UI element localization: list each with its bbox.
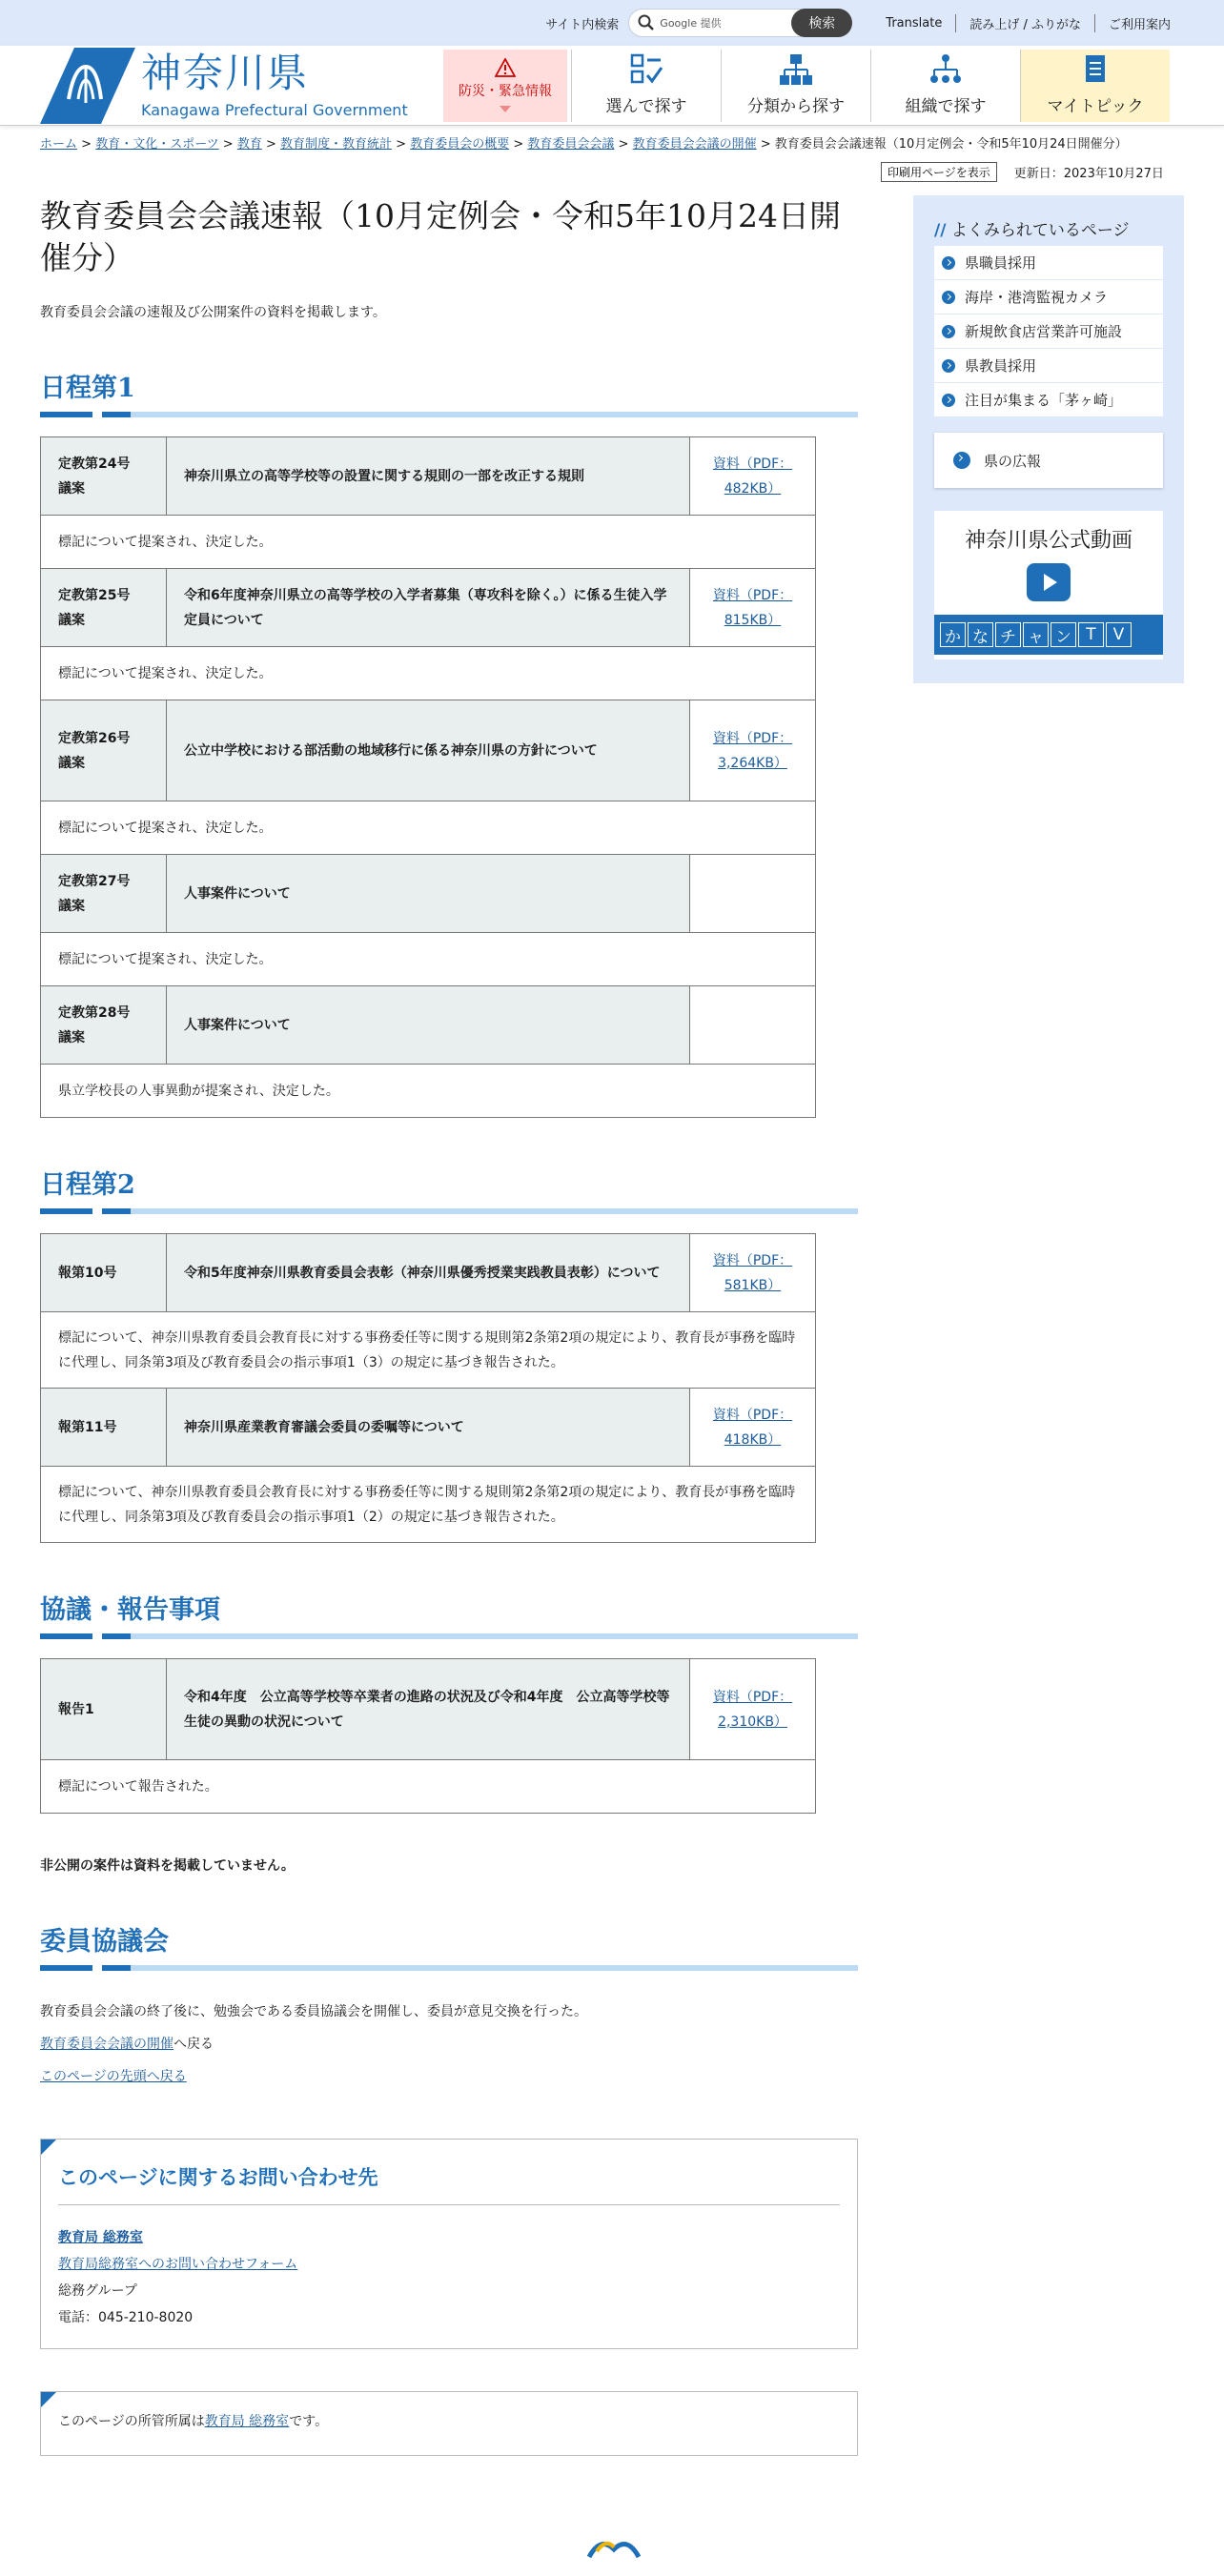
agenda-title: 神奈川県立の高等学校等の設置に関する規則の一部を改正する規則 — [167, 437, 690, 516]
section-heading: 協議・報告事項 — [40, 1589, 858, 1632]
emergency-label: 防災・緊急情報 — [459, 84, 552, 99]
agenda-number: 定教第25号 議案 — [41, 569, 167, 647]
page-title: 教育委員会会議速報（10月定例会・令和5年10月24日開催分） — [40, 197, 841, 276]
contact-box — [40, 2139, 858, 2349]
agenda-row — [41, 1234, 816, 1312]
agenda-note-row — [41, 933, 816, 986]
agenda-row — [41, 1389, 816, 1467]
usage-guide-link[interactable]: ご利用案内 — [1094, 14, 1184, 32]
agenda-note: 標記について提案され、決定した。 — [41, 516, 816, 569]
nav-organization-search[interactable] — [870, 50, 1020, 122]
agenda-doc-cell — [690, 700, 816, 801]
pdf-document-link[interactable]: 資料（PDF：815KB） — [712, 587, 793, 628]
agenda-note: 標記について提案され、決定した。 — [41, 933, 816, 986]
popular-pages-list — [934, 246, 1163, 417]
pdf-document-link[interactable]: 資料（PDF：482KB） — [712, 456, 793, 497]
contact-group: 総務グループ — [58, 2283, 137, 2299]
print-row — [881, 162, 1164, 182]
agenda-note: 標記について、神奈川県教育委員会教育長に対する事務委任等に関する規則第2条第2項の規定により、教育長が事務を臨時に代理し、同条第3項及び教育委員会の指示事項1（3）の規定に基づき報告された。 — [41, 1312, 816, 1389]
logo-subtitle: Kanagawa Prefectural Government — [141, 100, 408, 119]
breadcrumb-link[interactable]: 教育制度・教育統計 — [280, 137, 393, 152]
pdf-document-link[interactable]: 資料（PDF：418KB） — [712, 1407, 793, 1448]
agenda-doc-cell — [690, 1389, 816, 1467]
agenda-number: 報告1 — [41, 1659, 167, 1760]
agenda-row — [41, 437, 816, 516]
global-nav — [443, 50, 1170, 122]
checklist-icon — [629, 52, 663, 87]
section-heading-committee: 委員協議会 — [40, 1920, 858, 1963]
arrow-icon — [942, 291, 955, 304]
agenda-table — [40, 1658, 816, 1814]
video-title: 神奈川県公式動画 — [964, 529, 1132, 553]
breadcrumb-link[interactable]: 教育委員会の概要 — [410, 137, 510, 152]
print-page-button[interactable]: 印刷用ページを表示 — [881, 162, 997, 182]
lead-text: 教育委員会会議の速報及び公開案件の資料を掲載します。 — [40, 305, 386, 320]
agenda-doc-cell — [690, 986, 816, 1065]
agenda-title: 令和4年度 公立高等学校等卒業者の進路の状況及び令和4年度 公立高等学校等生徒の異動の状況について — [167, 1659, 690, 1760]
pref-pr-banner[interactable]: 県の広報 — [934, 433, 1163, 488]
agenda-title: 人事案件について — [167, 855, 690, 933]
agenda-note: 標記について、神奈川県教育委員会教育長に対する事務委任等に関する規則第2条第2項の規定により、教育長が事務を臨時に代理し、同条第3項及び教育委員会の指示事項1（2）の規定に基づき報告された。 — [41, 1467, 816, 1543]
notebook-icon — [1078, 52, 1112, 87]
kanagawa-emblem-icon — [40, 46, 135, 126]
agenda-note: 標記について提案され、決定した。 — [41, 647, 816, 700]
agenda-note: 標記について提案され、決定した。 — [41, 801, 816, 855]
agenda-note-row — [41, 1065, 816, 1118]
agenda-row — [41, 569, 816, 647]
popular-page-link[interactable]: 海岸・港湾監視カメラ — [934, 280, 1163, 314]
section-heading: 日程第1 — [40, 367, 858, 410]
pdf-document-link[interactable]: 資料（PDF：3,264KB） — [712, 730, 793, 771]
warning-icon — [495, 58, 516, 77]
corner-decoration — [41, 2392, 56, 2407]
arrow-icon — [942, 359, 955, 373]
site-search-label: サイト内検索 — [545, 17, 620, 32]
agenda-title: 令和5年度神奈川県教育委員会表彰（神奈川県優秀授業実践教員表彰）について — [167, 1234, 690, 1312]
nav-label: 分類から探す — [747, 97, 845, 116]
back-suffix: へ戻る — [173, 2037, 214, 2052]
agenda-note-row — [41, 1312, 816, 1389]
nav-label: 選んで探す — [605, 97, 687, 116]
search-input[interactable]: Google 提供 — [660, 17, 722, 30]
search-button[interactable]: 検索 — [791, 9, 852, 37]
owner-dept-link[interactable]: 教育局 総務室 — [204, 2414, 290, 2429]
arrow-icon — [953, 452, 970, 469]
agenda-number: 報第11号 — [41, 1389, 167, 1467]
arrow-icon — [942, 325, 955, 338]
utility-bar — [0, 0, 1224, 46]
updated-date: 更新日：2023年10月27日 — [1013, 167, 1164, 181]
agenda-table — [40, 1233, 816, 1543]
agenda-title: 神奈川県産業教育審議会委員の委嘱等について — [167, 1389, 690, 1467]
search-box[interactable] — [628, 9, 851, 37]
official-video-banner[interactable] — [934, 511, 1163, 659]
agenda-note: 標記について報告された。 — [41, 1760, 816, 1814]
hierarchy-icon — [779, 52, 813, 87]
read-aloud-link[interactable]: 読み上げ / ふりがな — [955, 14, 1094, 32]
sidebar — [913, 195, 1184, 683]
agenda-number: 定教第24号 議案 — [41, 437, 167, 516]
agenda-table — [40, 436, 816, 1118]
agenda-row — [41, 855, 816, 933]
search-icon — [637, 13, 656, 32]
agenda-title: 令和6年度神奈川県立の高等学校の入学者募集（専攻科を除く。）に係る生徒入学定員について — [167, 569, 690, 647]
agenda-note-row — [41, 647, 816, 700]
site-logo[interactable] — [40, 46, 408, 126]
play-icon — [1027, 563, 1071, 601]
agenda-doc-cell — [690, 1234, 816, 1312]
arrow-icon — [942, 256, 955, 270]
pdf-document-link[interactable]: 資料（PDF：2,310KB） — [712, 1689, 793, 1730]
agenda-number: 定教第27号 議案 — [41, 855, 167, 933]
breadcrumb-link[interactable]: 教育委員会会議の開催 — [632, 137, 757, 152]
arrow-icon — [942, 394, 955, 407]
main-content — [40, 195, 858, 2456]
agenda-note-row — [41, 1760, 816, 1814]
agenda-number: 報第10号 — [41, 1234, 167, 1312]
nav-label: マイトピック — [1047, 97, 1144, 116]
page-top-link[interactable]: このページの先頭へ戻る — [40, 2069, 187, 2084]
nav-category-search[interactable] — [721, 50, 870, 122]
breadcrumb-current: 教育委員会会議速報（10月定例会・令和5年10月24日開催分） — [774, 137, 1128, 152]
agenda-doc-cell — [690, 569, 816, 647]
pdf-document-link[interactable]: 資料（PDF：581KB） — [712, 1252, 793, 1293]
corner-decoration — [41, 2140, 56, 2155]
contact-tel: 電話：045-210-8020 — [58, 2310, 194, 2325]
breadcrumb-link[interactable]: 教育・文化・スポーツ — [95, 137, 219, 152]
popular-page-link[interactable]: 新規飲食店営業許可施設 — [934, 314, 1163, 349]
agenda-number: 定教第26号 議案 — [41, 700, 167, 801]
contact-form-link[interactable]: 教育局総務室へのお問い合わせフォーム — [58, 2257, 298, 2272]
breadcrumb: ホーム > 教育・文化・スポーツ > 教育 > 教育制度・教育統計 > 教育委員会の概要 > 教育委員会会議 > 教育委員会会議の開催 > 教育委員会会議速報（10月定例会・令和5年10月24日開催分） — [40, 137, 1128, 152]
agenda-title: 公立中学校における部活動の地域移行に係る神奈川県の方針について — [167, 700, 690, 801]
popular-page-link[interactable]: 県教員採用 — [934, 349, 1163, 383]
logo-title: 神奈川県 — [141, 49, 310, 96]
popular-pages-heading: // よくみられているページ — [934, 221, 1130, 240]
chevron-down-icon — [500, 106, 511, 113]
nav-select-search[interactable] — [571, 50, 721, 122]
contact-dept-link[interactable]: 教育局 総務室 — [58, 2230, 143, 2245]
breadcrumb-link[interactable]: 教育 — [236, 137, 262, 152]
site-header — [0, 46, 1224, 126]
footer-logo-icon — [585, 2528, 643, 2576]
agenda-doc-cell — [690, 855, 816, 933]
contact-heading: このページに関するお問い合わせ先 — [58, 2162, 840, 2205]
breadcrumb-link[interactable]: ホーム — [40, 137, 78, 152]
agenda-note-row — [41, 801, 816, 855]
owner-prefix: このページの所管所属は — [58, 2414, 205, 2429]
agenda-row — [41, 986, 816, 1065]
committee-text: 教育委員会会議の終了後に、勉強会である委員協議会を開催し、委員が意見交換を行った。 — [40, 2004, 587, 2019]
emergency-info-button[interactable] — [443, 50, 567, 122]
agenda-note: 県立学校長の人事異動が提案され、決定した。 — [41, 1065, 816, 1118]
popular-page-link[interactable]: 県職員採用 — [934, 246, 1163, 280]
kanachan-tv-bar: か な チ ャ ン T V — [934, 615, 1163, 655]
nav-my-topic[interactable] — [1020, 50, 1170, 122]
breadcrumb-link[interactable]: 教育委員会会議 — [527, 137, 615, 152]
back-link[interactable]: 教育委員会会議の開催 — [40, 2037, 173, 2052]
agenda-note-row — [41, 516, 816, 569]
section-heading: 日程第2 — [40, 1164, 858, 1207]
agenda-doc-cell — [690, 437, 816, 516]
owner-box — [40, 2391, 858, 2456]
agenda-note-row — [41, 1467, 816, 1543]
agenda-number: 定教第28号 議案 — [41, 986, 167, 1065]
nav-label: 組織で探す — [905, 97, 987, 116]
popular-page-link[interactable]: 注目が集まる「茅ヶ崎」 — [934, 383, 1163, 417]
agenda-title: 人事案件について — [167, 986, 690, 1065]
nonpublic-note: 非公開の案件は資料を掲載していません。 — [40, 1858, 295, 1874]
agenda-row — [41, 700, 816, 801]
translate-link[interactable]: Translate — [886, 15, 943, 30]
owner-suffix: です。 — [289, 2414, 329, 2429]
agenda-doc-cell — [690, 1659, 816, 1760]
agenda-row — [41, 1659, 816, 1760]
organization-icon — [928, 52, 963, 87]
